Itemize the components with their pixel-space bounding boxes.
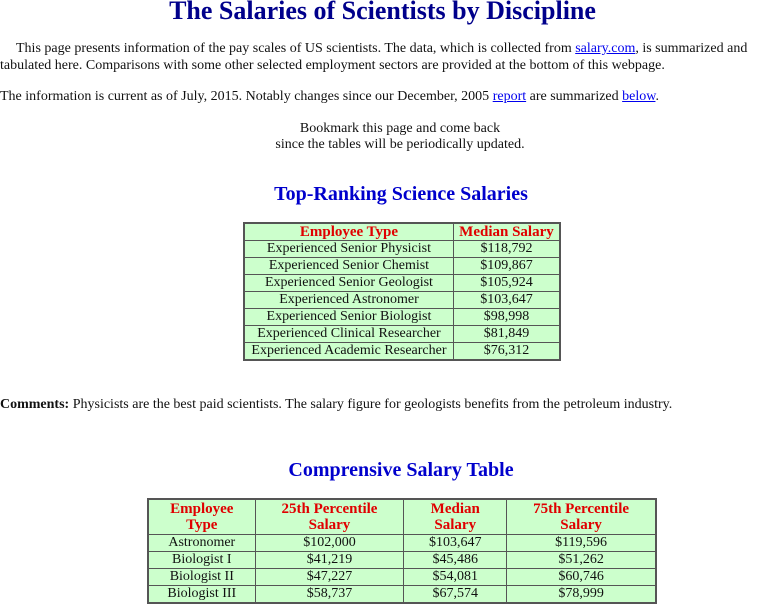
table-row — [244, 326, 560, 343]
salary-cell: $54,081 — [404, 569, 507, 586]
bookmark-line-2: since the tables will be periodically updated. — [275, 137, 525, 152]
comprehensive-salary-table — [147, 498, 657, 604]
currency-paragraph — [0, 88, 765, 105]
employee-type-cell: Biologist I — [148, 552, 255, 569]
salary-cell: $45,486 — [404, 552, 507, 569]
table-row — [148, 552, 656, 569]
currency-text-end: . — [655, 89, 659, 104]
table-row — [148, 569, 656, 586]
report-link[interactable]: report — [492, 89, 527, 104]
employee-type-cell: Experienced Senior Geologist — [244, 275, 453, 292]
table-row — [244, 309, 560, 326]
salary-cell: $67,574 — [404, 586, 507, 604]
salary-cell: $102,000 — [255, 535, 404, 552]
top-ranking-table — [243, 222, 561, 361]
salary-cell: $58,737 — [255, 586, 404, 604]
employee-type-cell: Biologist II — [148, 569, 255, 586]
comments-text: Physicists are the best paid scientists. The salary figure for geologists benefits from the petroleum industry. — [69, 397, 673, 412]
table-row — [244, 292, 560, 309]
employee-type-cell: Biologist III — [148, 586, 255, 604]
intro-paragraph — [0, 40, 765, 74]
table-row — [148, 586, 656, 604]
salary-cell: $105,924 — [453, 275, 560, 292]
column-header: Median Salary — [404, 499, 507, 535]
salary-cell: $41,219 — [255, 552, 404, 569]
employee-type-cell: Experienced Senior Biologist — [244, 309, 453, 326]
comprehensive-heading: Comprensive Salary Table — [288, 459, 514, 481]
employee-type-cell: Experienced Senior Chemist — [244, 258, 453, 275]
table-row — [244, 241, 560, 258]
salary-cell: $98,998 — [453, 309, 560, 326]
comments — [0, 396, 672, 413]
column-header: 25th Percentile Salary — [255, 499, 404, 535]
salary-cell: $109,867 — [453, 258, 560, 275]
intro-text: This page presents information of the pay scales of US scientists. The data, which is collected from — [16, 41, 576, 56]
below-link[interactable]: below — [622, 89, 656, 104]
salary-cell: $47,227 — [255, 569, 404, 586]
salary-cell: $76,312 — [453, 343, 560, 361]
table-row — [244, 258, 560, 275]
salary-cell: $119,596 — [507, 535, 656, 552]
employee-type-cell: Astronomer — [148, 535, 255, 552]
comments-label: Comments: — [0, 397, 70, 412]
column-header: Employee Type — [244, 223, 453, 241]
bookmark-line-1: Bookmark this page and come back — [299, 121, 501, 136]
employee-type-cell: Experienced Clinical Researcher — [244, 326, 453, 343]
salary-cell: $60,746 — [507, 569, 656, 586]
column-header: 75th Percentile Salary — [507, 499, 656, 535]
salary-cell: $118,792 — [453, 241, 560, 258]
salary-cell: $103,647 — [404, 535, 507, 552]
salary-cell: $51,262 — [507, 552, 656, 569]
table-row — [148, 535, 656, 552]
page-title: The Salaries of Scientists by Discipline — [169, 0, 596, 25]
table-row — [244, 343, 560, 361]
employee-type-cell: Experienced Senior Physicist — [244, 241, 453, 258]
top-ranking-heading: Top-Ranking Science Salaries — [274, 183, 528, 205]
salary-cell: $78,999 — [507, 586, 656, 604]
currency-text-mid: are summarized — [526, 89, 623, 104]
employee-type-cell: Experienced Academic Researcher — [244, 343, 453, 361]
column-header: Employee Type — [148, 499, 255, 535]
table-row — [244, 275, 560, 292]
employee-type-cell: Experienced Astronomer — [244, 292, 453, 309]
salary-com-link[interactable]: salary.com — [575, 41, 636, 56]
intro-text-cont: , is summarized and tabulated here. Comparisons with some other selected employment sectors are provided at the bottom of this webpage. — [0, 41, 748, 73]
currency-text: The information is current as of July, 2015. Notably changes since our December, 2005 — [0, 89, 493, 104]
salary-cell: $103,647 — [453, 292, 560, 309]
column-header: Median Salary — [453, 223, 560, 241]
salary-cell: $81,849 — [453, 326, 560, 343]
